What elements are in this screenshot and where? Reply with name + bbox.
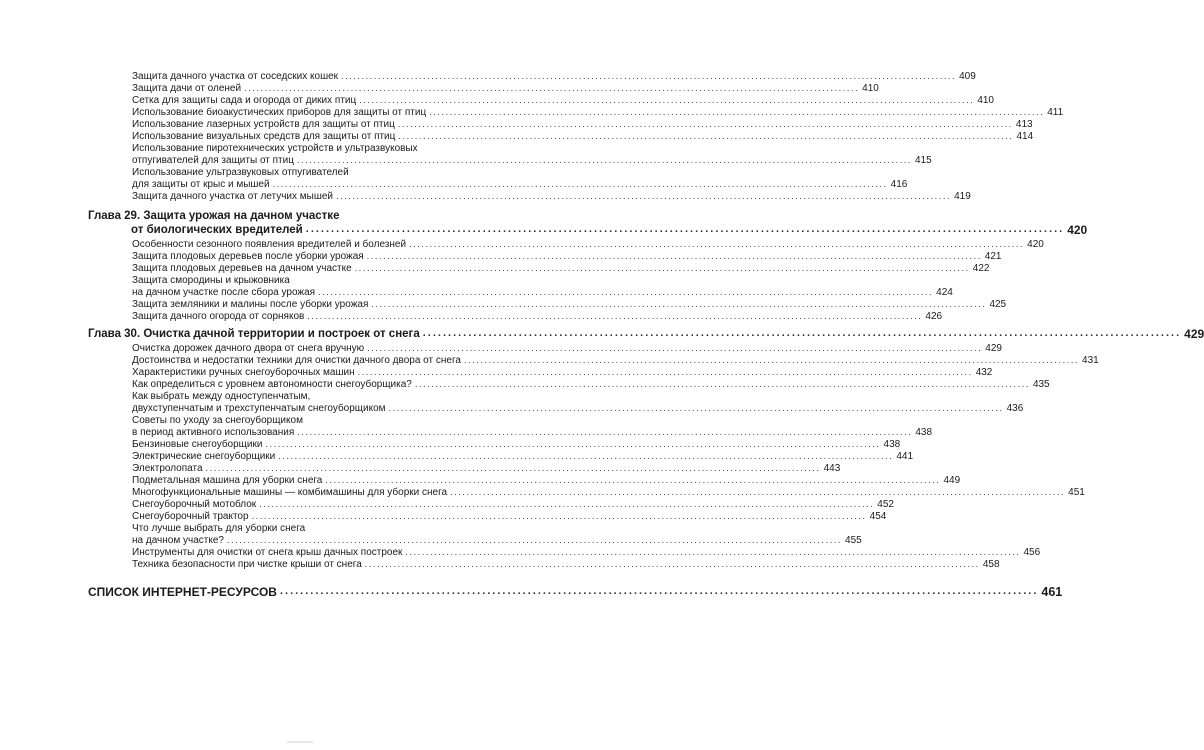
dot-leader: ...................................................................................................................................................... (265, 439, 881, 449)
section-page: 461 (1041, 585, 1063, 599)
section-title: СПИСОК ИНТЕРНЕТ-РЕСУРСОВ (88, 585, 277, 599)
toc-entry-title: Что лучше выбрать для уборки снега (132, 523, 306, 534)
toc-entry-page: 435 (1032, 379, 1050, 390)
toc-entry[interactable] (132, 310, 943, 323)
toc-entry-title: Защита плодовых деревьев после уборки урожая (132, 251, 364, 262)
toc-entry[interactable] (132, 190, 971, 203)
toc-entry-page: 455 (845, 535, 862, 546)
toc-entry-title: Использование лазерных устройств для защиты от птиц (132, 119, 395, 130)
dot-leader: ...................................................................................................................................................... (398, 131, 1014, 141)
toc-entry-title: Подметальная машина для уборки снега (132, 475, 323, 486)
toc-entry-title: Использование визуальных средств для защиты от птиц (132, 131, 396, 142)
toc-entry-page: 410 (977, 95, 994, 106)
toc-entry-title: Техника безопасности при чистке крыши от снега (132, 559, 362, 570)
chapter-page: 429 (1184, 327, 1204, 341)
toc-entry-page: 421 (984, 251, 1002, 262)
toc-entry-page: 426 (925, 311, 943, 322)
toc-entry-page: 449 (943, 475, 961, 486)
chapter-title: Глава 30. Очистка дачной территории и построек от снега (88, 328, 420, 340)
toc-entry-title: Характеристики ручных снегоуборочных машин (132, 367, 355, 378)
dot-leader: ...................................................................................................................................................... (354, 263, 970, 273)
toc-entry-title: Использование пиротехнических устройств и ультразвуковых (132, 143, 418, 154)
toc-entry-title: Сетка для защиты сада и огорода от диких птиц (132, 95, 357, 106)
toc-entry-page: 409 (959, 71, 976, 82)
dot-leader: ...................................................................................................................................................... (336, 191, 952, 201)
toc-entry-page: 414 (1016, 131, 1034, 142)
toc-entry-title: Использование ультразвуковых отпугивателей (132, 167, 349, 178)
toc-entry-title: Бензиновые снегоуборщики (132, 439, 263, 450)
dot-leader: ...................................................................................................................................................... (318, 287, 934, 297)
toc-entry-title: на дачном участке? (132, 535, 224, 546)
toc-entry-title: Как выбрать между одноступенчатым, (132, 391, 311, 402)
dot-leader: ...................................................................................................................................................... (226, 535, 843, 545)
toc-entry-title: Снегоуборочный мотоблок (132, 499, 257, 510)
dot-leader: ...................................................................................................................................................... (414, 379, 1030, 389)
toc-entry-page: 452 (877, 499, 894, 510)
toc-entry-title: Как определиться с уровнем автономности снегоуборщика? (132, 379, 412, 390)
toc-entry-title: двухступенчатым и трехступенчатым снегоуборщиком (132, 403, 386, 414)
toc-entry-title: в период активного использования (132, 427, 295, 438)
dot-leader: ...................................................................................................................................................... (307, 311, 923, 321)
toc-entry-title: Достоинства и недостатки техники для очистки дачного двора от снега (132, 355, 461, 366)
toc-entry-title: Защита плодовых деревьев на дачном участке (132, 263, 352, 274)
toc-entry-page: 451 (1068, 487, 1085, 498)
chapter-29-heading-cont[interactable] (131, 222, 1088, 237)
toc-entry-page: 425 (989, 299, 1007, 310)
toc-entry-title: Использование биоакустических приборов для защиты от птиц (132, 107, 427, 118)
dot-leader: ...................................................................................................................................................... (305, 223, 1065, 235)
dot-leader: ...................................................................................................................................................... (325, 475, 941, 485)
toc-entry-page: 424 (936, 287, 953, 298)
toc-entry-page: 441 (896, 451, 914, 462)
dot-leader: ...................................................................................................................................................... (422, 327, 1182, 339)
dot-leader: ...................................................................................................................................................... (388, 403, 1004, 413)
dot-leader: ...................................................................................................................................................... (359, 95, 975, 105)
dot-leader: ...................................................................................................................................................... (463, 355, 1080, 365)
dot-leader: ...................................................................................................................................................... (397, 119, 1013, 129)
dot-leader: ...................................................................................................................................................... (272, 179, 888, 189)
toc-entry-title: Защита дачного участка от соседских кошек (132, 71, 339, 82)
chapter-30-heading[interactable] (88, 326, 1204, 341)
toc-entry-page: 456 (1023, 547, 1041, 558)
toc-entry-page: 420 (1027, 239, 1044, 250)
chapter-page: 420 (1067, 223, 1088, 237)
dot-leader: ...................................................................................................................................................... (341, 71, 957, 81)
toc-entry-page: 422 (972, 263, 990, 274)
toc-entry-page: 411 (1047, 107, 1064, 118)
toc-entry-title: Защита смородины и крыжовника (132, 275, 290, 286)
toc-entry-title: отпугивателей для защиты от птиц (132, 155, 294, 166)
dot-leader: ...................................................................................................................................................... (278, 451, 894, 461)
toc-entry-page: 410 (862, 83, 879, 94)
dot-leader: ...................................................................................................................................................... (205, 463, 821, 473)
dot-leader: ...................................................................................................................................................... (450, 487, 1066, 497)
toc-entry-title: Инструменты для очистки от снега крыш дачных построек (132, 547, 403, 558)
dot-leader: ...................................................................................................................................................... (371, 299, 987, 309)
page-footer-mark (287, 741, 313, 743)
toc-entry-page: 438 (883, 439, 901, 450)
toc-entry-page: 413 (1015, 119, 1033, 130)
dot-leader: ...................................................................................................................................................... (364, 559, 980, 569)
toc-entry-title: Очистка дорожек дачного двора от снега вручную (132, 343, 365, 354)
dot-leader: ...................................................................................................................................................... (259, 499, 875, 509)
toc-entry-page: 438 (915, 427, 933, 438)
dot-leader: ...................................................................................................................................................... (367, 343, 983, 353)
toc-entry-title: Электрические снегоуборщики (132, 451, 276, 462)
toc-entry-title: Советы по уходу за снегоуборщиком (132, 415, 303, 426)
dot-leader: ...................................................................................................................................................... (366, 251, 982, 261)
chapter-title: от биологических вредителей (131, 224, 303, 236)
toc-entry-page: 431 (1082, 355, 1099, 366)
toc-entry-page: 436 (1006, 403, 1024, 414)
dot-leader: ...................................................................................................................................................... (251, 511, 867, 521)
toc-entry-page: 415 (915, 155, 932, 166)
dot-leader: ...................................................................................................................................................... (405, 547, 1021, 557)
chapter-29-heading[interactable] (88, 208, 498, 223)
dot-leader: ...................................................................................................................................................... (357, 367, 973, 377)
toc-entry-title: Особенности сезонного появления вредителей и болезней (132, 239, 407, 250)
toc-entry-title: на дачном участке после сбора урожая (132, 287, 316, 298)
toc-entry-title: для защиты от крыс и мышей (132, 179, 270, 190)
chapter-title: Глава 29. Защита урожая на дачном участке (88, 210, 340, 222)
toc-entry-title: Защита дачного участка от летучих мышей (132, 191, 334, 202)
dot-leader: ...................................................................................................................................................... (297, 427, 913, 437)
toc-entry-title: Многофункциональные машины — комбимашины для уборки снега (132, 487, 448, 498)
dot-leader: ...................................................................................................................................................... (429, 107, 1045, 117)
toc-entry-page: 454 (869, 511, 887, 522)
toc-entry-title: Снегоуборочный трактор (132, 511, 249, 522)
toc-entry-page: 432 (975, 367, 993, 378)
dot-leader: ...................................................................................................................................................... (279, 585, 1039, 597)
internet-resources-heading[interactable] (88, 582, 1063, 599)
toc-entry-title: Защита дачного огорода от сорняков (132, 311, 305, 322)
toc-entry-title: Электролопата (132, 463, 203, 474)
toc-entry-title: Защита дачи от оленей (132, 83, 242, 94)
toc-entry-page: 416 (890, 179, 908, 190)
toc-entry[interactable] (132, 558, 1000, 571)
toc-entry-page: 419 (954, 191, 971, 202)
dot-leader: ...................................................................................................................................................... (244, 83, 860, 93)
toc-entry-page: 443 (823, 463, 841, 474)
toc-entry-title: Защита земляники и малины после уборки урожая (132, 299, 369, 310)
dot-leader: ...................................................................................................................................................... (409, 239, 1025, 249)
dot-leader: ...................................................................................................................................................... (296, 155, 913, 165)
toc-entry-page: 429 (985, 343, 1002, 354)
toc-entry-page: 458 (982, 559, 1000, 570)
